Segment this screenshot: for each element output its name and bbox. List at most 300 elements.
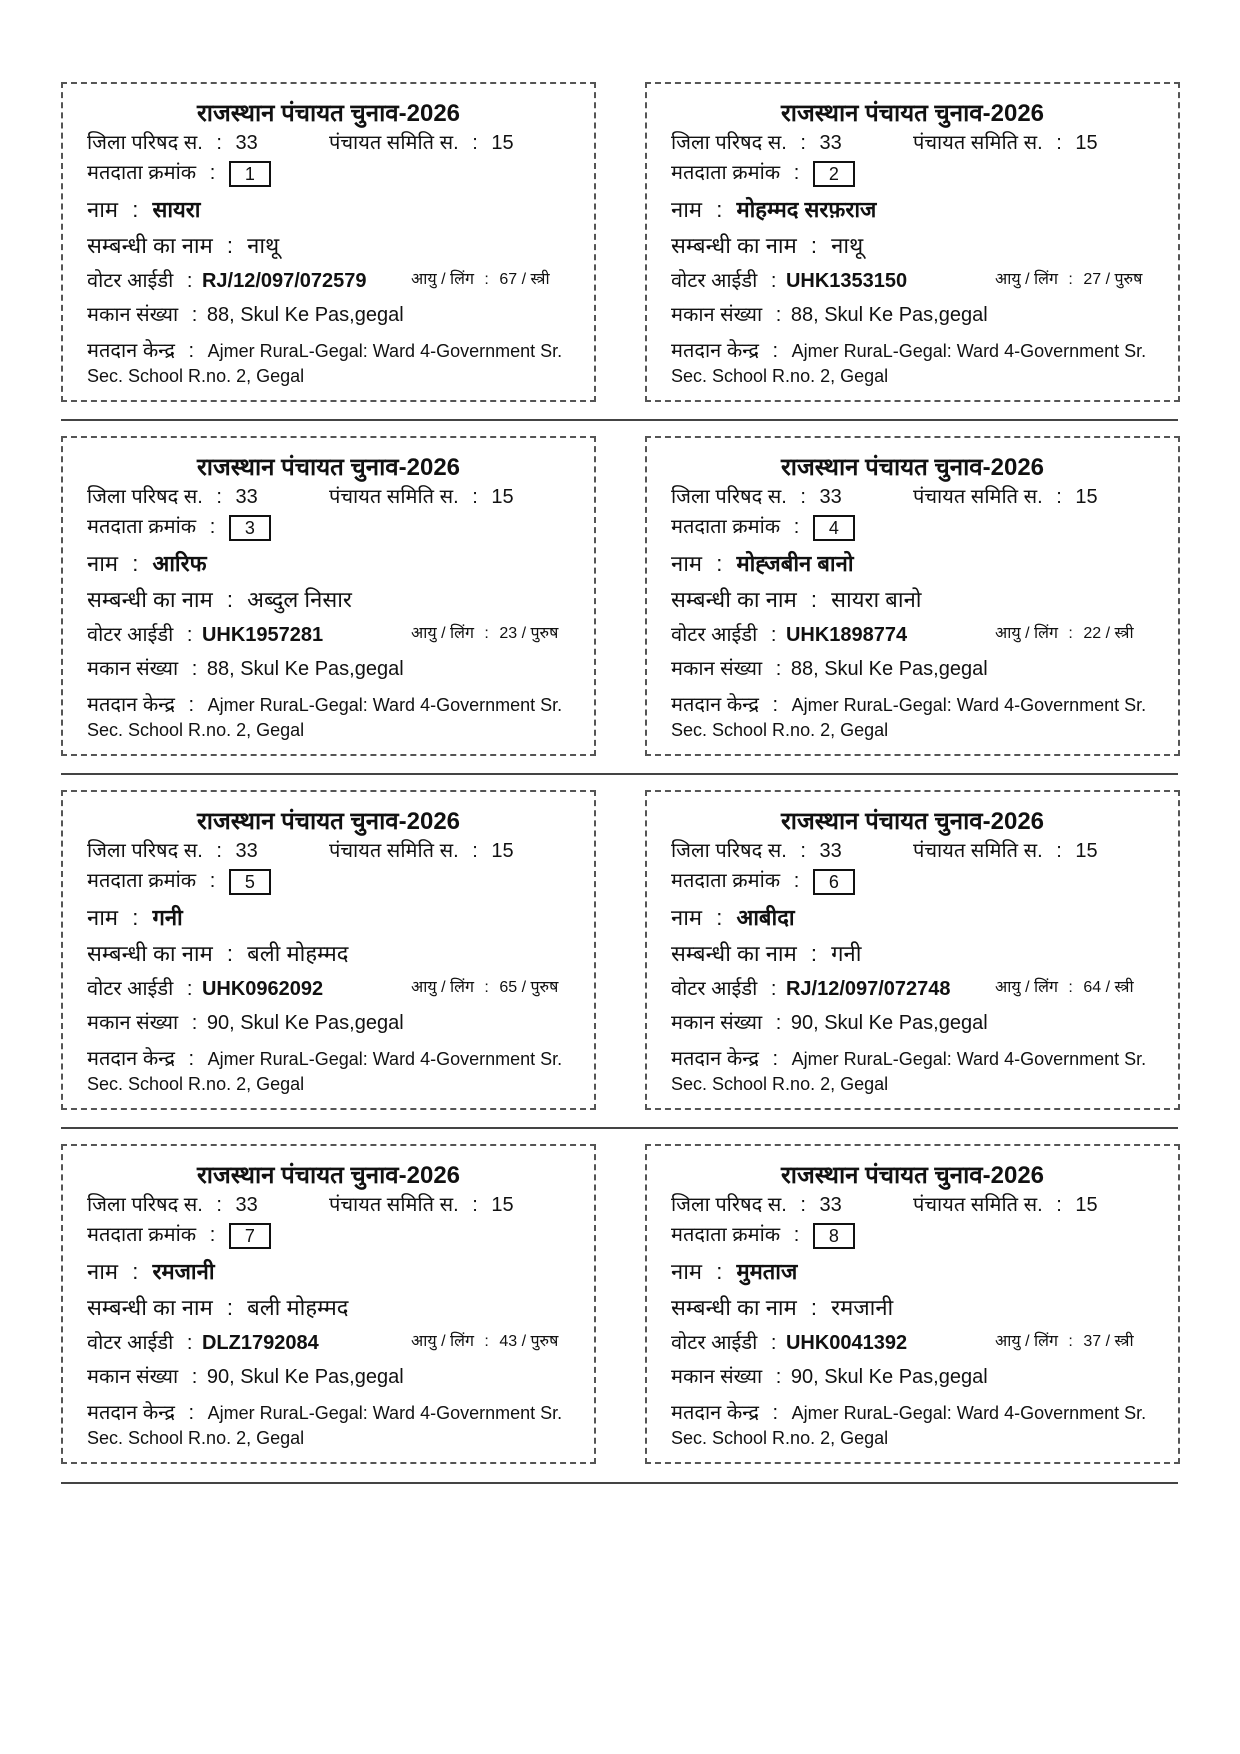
- colon: :: [191, 304, 198, 326]
- zila-value: 33: [235, 840, 258, 862]
- relative-row: [671, 584, 921, 614]
- zila-value: 33: [819, 132, 842, 154]
- center-line-2: Sec. School R.no. 2, Gegal: [671, 1074, 889, 1094]
- center-label: मतदान केन्द्र: [671, 340, 759, 362]
- colon: :: [775, 1012, 782, 1034]
- colon: :: [800, 840, 806, 862]
- card-title: राजस्थान पंचायत चुनाव-2026: [780, 454, 1045, 481]
- center-row: [671, 336, 1146, 363]
- zila-value: 33: [235, 1194, 258, 1216]
- house-row: [87, 1008, 404, 1035]
- center-line-2: Sec. School R.no. 2, Gegal: [87, 720, 305, 740]
- zila-label: जिला परिषद स.: [87, 486, 203, 508]
- voter-id-row: [87, 974, 323, 1001]
- zila-row: [671, 128, 842, 155]
- colon: :: [810, 587, 818, 612]
- relative-name: बली मोहम्मद: [247, 1295, 349, 1320]
- colon: :: [770, 624, 777, 646]
- age-gender-label: आयु / लिंग: [995, 271, 1058, 288]
- colon: :: [132, 905, 139, 930]
- house-row: [87, 654, 404, 681]
- zila-value: 33: [819, 1194, 842, 1216]
- voter-id-label: वोटर आईडी: [671, 1332, 758, 1354]
- colon: :: [793, 1224, 800, 1246]
- relative-row: [87, 584, 352, 614]
- colon: :: [216, 1194, 222, 1216]
- voter-name: सायरा: [152, 197, 201, 222]
- voter-slip-card: [61, 82, 596, 402]
- relative-row: [671, 938, 861, 968]
- colon: :: [1056, 132, 1062, 154]
- colon: :: [186, 270, 193, 292]
- card-title: राजस्थान पंचायत चुनाव-2026: [196, 808, 461, 835]
- house-label: मकान संख्या: [671, 658, 763, 680]
- center-line-1: Ajmer RuraL-Gegal: Ward 4-Government Sr.: [207, 1049, 563, 1069]
- voter-id-value: RJ/12/097/072748: [785, 978, 951, 1000]
- relative-label: सम्बन्धी का नाम: [87, 1295, 213, 1320]
- serial-row: [87, 158, 271, 187]
- center-line-1: Ajmer RuraL-Gegal: Ward 4-Government Sr.: [791, 1049, 1147, 1069]
- center-line-2: Sec. School R.no. 2, Gegal: [671, 1428, 889, 1448]
- colon: :: [216, 132, 222, 154]
- colon: :: [191, 1012, 198, 1034]
- house-row: [671, 1008, 988, 1035]
- card-title: राजस्थान पंचायत चुनाव-2026: [196, 1162, 461, 1189]
- colon: :: [775, 1366, 782, 1388]
- house-value: 88, Skul Ke Pas,gegal: [206, 304, 404, 326]
- colon: :: [216, 486, 222, 508]
- age-gender-row: [411, 621, 558, 643]
- samiti-row: [329, 1190, 514, 1217]
- voter-slip-card: [645, 790, 1180, 1110]
- colon: :: [772, 694, 779, 716]
- zila-row: [671, 482, 842, 509]
- serial-row: [671, 1220, 855, 1249]
- name-row: [87, 194, 200, 224]
- samiti-row: [329, 482, 514, 509]
- colon: :: [800, 486, 806, 508]
- serial-label: मतदाता क्रमांक: [671, 162, 781, 184]
- colon: :: [770, 270, 777, 292]
- name-label: नाम: [671, 905, 703, 930]
- center-label: मतदान केन्द्र: [671, 1048, 759, 1070]
- samiti-value: 15: [1075, 1194, 1098, 1216]
- house-value: 88, Skul Ke Pas,gegal: [790, 658, 988, 680]
- house-row: [671, 300, 988, 327]
- voter-id-row: [671, 266, 907, 293]
- colon: :: [209, 516, 216, 538]
- relative-label: सम्बन्धी का नाम: [671, 1295, 797, 1320]
- voter-id-row: [671, 974, 951, 1001]
- colon: :: [800, 132, 806, 154]
- voter-id-label: वोटर आईडी: [87, 978, 174, 1000]
- samiti-value: 15: [1075, 486, 1098, 508]
- serial-number-box: 2: [813, 161, 855, 187]
- samiti-value: 15: [491, 840, 514, 862]
- row-divider: [61, 1127, 1178, 1129]
- age-gender-label: आयु / लिंग: [411, 1333, 474, 1350]
- house-label: मकान संख्या: [671, 1012, 763, 1034]
- house-value: 90, Skul Ke Pas,gegal: [790, 1012, 988, 1034]
- zila-value: 33: [819, 486, 842, 508]
- voter-name: आरिफ: [152, 551, 207, 576]
- center-line-2: Sec. School R.no. 2, Gegal: [87, 1428, 305, 1448]
- age-gender-value: 23 / पुरुष: [499, 625, 559, 642]
- colon: :: [716, 905, 723, 930]
- voter-id-row: [87, 266, 367, 293]
- card-title: राजस्थान पंचायत चुनाव-2026: [196, 100, 461, 127]
- samiti-label: पंचायत समिति स.: [913, 132, 1043, 154]
- zila-label: जिला परिषद स.: [671, 1194, 787, 1216]
- serial-row: [87, 866, 271, 895]
- center-line-1: Ajmer RuraL-Gegal: Ward 4-Government Sr.: [207, 1403, 563, 1423]
- colon: :: [216, 840, 222, 862]
- colon: :: [209, 1224, 216, 1246]
- card-title: राजस्थान पंचायत चुनाव-2026: [196, 454, 461, 481]
- serial-label: मतदाता क्रमांक: [671, 1224, 781, 1246]
- colon: :: [800, 1194, 806, 1216]
- samiti-label: पंचायत समिति स.: [329, 132, 459, 154]
- name-row: [87, 902, 183, 932]
- voter-name: मुमताज: [736, 1259, 798, 1284]
- colon: :: [772, 1402, 779, 1424]
- voter-name: मोह्जबीन बानो: [736, 551, 854, 576]
- row-divider: [61, 773, 1178, 775]
- relative-label: सम्बन्धी का नाम: [671, 587, 797, 612]
- colon: :: [793, 870, 800, 892]
- relative-name: नाथू: [247, 233, 280, 258]
- voter-id-label: वोटर आईडी: [671, 270, 758, 292]
- voter-slip-card: [645, 436, 1180, 756]
- house-value: 88, Skul Ke Pas,gegal: [206, 658, 404, 680]
- serial-label: मतदाता क्रमांक: [671, 516, 781, 538]
- serial-number-box: 4: [813, 515, 855, 541]
- center-line-2: Sec. School R.no. 2, Gegal: [87, 366, 305, 386]
- age-gender-value: 67 / स्त्री: [499, 271, 550, 288]
- serial-label: मतदाता क्रमांक: [87, 870, 197, 892]
- voter-slip-card: [645, 82, 1180, 402]
- house-label: मकान संख्या: [671, 1366, 763, 1388]
- zila-label: जिला परिषद स.: [671, 486, 787, 508]
- samiti-row: [913, 1190, 1098, 1217]
- samiti-value: 15: [491, 486, 514, 508]
- house-label: मकान संख्या: [87, 658, 179, 680]
- serial-row: [671, 158, 855, 187]
- colon: :: [472, 1194, 478, 1216]
- voter-id-row: [87, 1328, 319, 1355]
- age-gender-value: 27 / पुरुष: [1083, 271, 1143, 288]
- age-gender-label: आयु / लिंग: [411, 271, 474, 288]
- voter-id-row: [671, 620, 907, 647]
- voter-id-label: वोटर आईडी: [87, 624, 174, 646]
- voter-name: आबीदा: [736, 905, 795, 930]
- voter-id-label: वोटर आईडी: [671, 978, 758, 1000]
- samiti-row: [329, 836, 514, 863]
- house-label: मकान संख्या: [87, 1366, 179, 1388]
- colon: :: [772, 1048, 779, 1070]
- samiti-row: [329, 128, 514, 155]
- zila-row: [87, 482, 258, 509]
- relative-name: नाथू: [831, 233, 864, 258]
- house-label: मकान संख्या: [671, 304, 763, 326]
- age-gender-row: [411, 1329, 558, 1351]
- samiti-row: [913, 482, 1098, 509]
- serial-number-box: 7: [229, 1223, 271, 1249]
- serial-row: [671, 512, 855, 541]
- center-label: मतदान केन्द्र: [87, 1402, 175, 1424]
- colon: :: [472, 132, 478, 154]
- voter-slip-card: [61, 1144, 596, 1464]
- name-label: नाम: [671, 197, 703, 222]
- center-label: मतदान केन्द्र: [87, 340, 175, 362]
- name-row: [87, 1256, 215, 1286]
- voter-slip-card: [645, 1144, 1180, 1464]
- colon: :: [775, 658, 782, 680]
- center-line-2: Sec. School R.no. 2, Gegal: [671, 366, 889, 386]
- house-value: 88, Skul Ke Pas,gegal: [790, 304, 988, 326]
- house-value: 90, Skul Ke Pas,gegal: [206, 1012, 404, 1034]
- center-row: [87, 1044, 562, 1071]
- center-row: [671, 690, 1146, 717]
- center-row: [87, 1398, 562, 1425]
- age-gender-row: [995, 621, 1134, 643]
- samiti-label: पंचायत समिति स.: [329, 840, 459, 862]
- serial-number-box: 1: [229, 161, 271, 187]
- relative-row: [671, 230, 863, 260]
- house-row: [671, 654, 988, 681]
- colon: :: [793, 162, 800, 184]
- samiti-label: पंचायत समिति स.: [329, 1194, 459, 1216]
- relative-label: सम्बन्धी का नाम: [87, 233, 213, 258]
- center-label: मतदान केन्द्र: [87, 1048, 175, 1070]
- colon: :: [484, 1333, 489, 1350]
- colon: :: [772, 340, 779, 362]
- name-row: [87, 548, 207, 578]
- center-line-2: Sec. School R.no. 2, Gegal: [87, 1074, 305, 1094]
- relative-label: सम्बन्धी का नाम: [671, 941, 797, 966]
- relative-name: रमजानी: [831, 1295, 894, 1320]
- relative-name: गनी: [831, 941, 862, 966]
- colon: :: [1068, 271, 1073, 288]
- colon: :: [1068, 1333, 1073, 1350]
- serial-row: [87, 1220, 271, 1249]
- zila-label: जिला परिषद स.: [671, 132, 787, 154]
- serial-row: [87, 512, 271, 541]
- name-row: [671, 548, 854, 578]
- colon: :: [793, 516, 800, 538]
- serial-number-box: 6: [813, 869, 855, 895]
- center-label: मतदान केन्द्र: [671, 694, 759, 716]
- row-divider: [61, 419, 1178, 421]
- colon: :: [770, 978, 777, 1000]
- colon: :: [1056, 840, 1062, 862]
- center-line-1: Ajmer RuraL-Gegal: Ward 4-Government Sr.: [791, 695, 1147, 715]
- voter-id-value: RJ/12/097/072579: [201, 270, 367, 292]
- voter-id-value: UHK1353150: [785, 270, 908, 292]
- zila-label: जिला परिषद स.: [87, 132, 203, 154]
- colon: :: [775, 304, 782, 326]
- voter-id-label: वोटर आईडी: [671, 624, 758, 646]
- colon: :: [226, 1295, 234, 1320]
- relative-label: सम्बन्धी का नाम: [87, 941, 213, 966]
- voter-id-value: UHK1898774: [785, 624, 908, 646]
- age-gender-row: [411, 975, 558, 997]
- colon: :: [226, 941, 234, 966]
- colon: :: [186, 624, 193, 646]
- colon: :: [226, 587, 234, 612]
- serial-label: मतदाता क्रमांक: [87, 516, 197, 538]
- relative-name: अब्दुल निसार: [247, 587, 352, 612]
- serial-number-box: 5: [229, 869, 271, 895]
- center-line-1: Ajmer RuraL-Gegal: Ward 4-Government Sr.: [791, 1403, 1147, 1423]
- name-label: नाम: [87, 551, 119, 576]
- zila-row: [87, 128, 258, 155]
- voter-id-label: वोटर आईडी: [87, 270, 174, 292]
- serial-label: मतदाता क्रमांक: [671, 870, 781, 892]
- age-gender-label: आयु / लिंग: [411, 979, 474, 996]
- center-row: [671, 1044, 1146, 1071]
- relative-row: [87, 1292, 348, 1322]
- colon: :: [188, 1048, 195, 1070]
- age-gender-label: आयु / लिंग: [995, 979, 1058, 996]
- house-label: मकान संख्या: [87, 1012, 179, 1034]
- samiti-label: पंचायत समिति स.: [913, 486, 1043, 508]
- center-line-1: Ajmer RuraL-Gegal: Ward 4-Government Sr.: [207, 341, 563, 361]
- center-label: मतदान केन्द्र: [87, 694, 175, 716]
- serial-row: [671, 866, 855, 895]
- colon: :: [716, 551, 723, 576]
- colon: :: [1068, 979, 1073, 996]
- age-gender-value: 43 / पुरुष: [499, 1333, 559, 1350]
- age-gender-label: आयु / लिंग: [995, 1333, 1058, 1350]
- voter-id-row: [671, 1328, 907, 1355]
- serial-label: मतदाता क्रमांक: [87, 1224, 197, 1246]
- house-value: 90, Skul Ke Pas,gegal: [790, 1366, 988, 1388]
- name-label: नाम: [671, 1259, 703, 1284]
- samiti-row: [913, 128, 1098, 155]
- center-line-1: Ajmer RuraL-Gegal: Ward 4-Government Sr.: [207, 695, 563, 715]
- voter-slip-card: [61, 436, 596, 756]
- house-row: [671, 1362, 988, 1389]
- colon: :: [188, 1402, 195, 1424]
- serial-label: मतदाता क्रमांक: [87, 162, 197, 184]
- voter-id-value: UHK0041392: [785, 1332, 908, 1354]
- name-row: [671, 1256, 797, 1286]
- voter-name: गनी: [152, 905, 183, 930]
- zila-row: [671, 836, 842, 863]
- colon: :: [1056, 1194, 1062, 1216]
- name-row: [671, 902, 795, 932]
- colon: :: [810, 941, 818, 966]
- colon: :: [1068, 625, 1073, 642]
- relative-label: सम्बन्धी का नाम: [671, 233, 797, 258]
- card-title: राजस्थान पंचायत चुनाव-2026: [780, 1162, 1045, 1189]
- name-label: नाम: [87, 197, 119, 222]
- zila-row: [87, 1190, 258, 1217]
- colon: :: [484, 625, 489, 642]
- colon: :: [716, 197, 723, 222]
- zila-label: जिला परिषद स.: [87, 1194, 203, 1216]
- house-value: 90, Skul Ke Pas,gegal: [206, 1366, 404, 1388]
- colon: :: [186, 978, 193, 1000]
- age-gender-label: आयु / लिंग: [411, 625, 474, 642]
- zila-value: 33: [235, 132, 258, 154]
- colon: :: [132, 551, 139, 576]
- relative-row: [671, 1292, 893, 1322]
- colon: :: [191, 1366, 198, 1388]
- colon: :: [188, 694, 195, 716]
- colon: :: [132, 197, 139, 222]
- colon: :: [484, 271, 489, 288]
- zila-label: जिला परिषद स.: [671, 840, 787, 862]
- samiti-row: [913, 836, 1098, 863]
- colon: :: [770, 1332, 777, 1354]
- zila-label: जिला परिषद स.: [87, 840, 203, 862]
- colon: :: [810, 233, 818, 258]
- center-row: [87, 336, 562, 363]
- voter-slip-card: [61, 790, 596, 1110]
- house-row: [87, 1362, 404, 1389]
- age-gender-row: [411, 267, 550, 289]
- row-divider: [61, 1482, 1178, 1484]
- serial-number-box: 3: [229, 515, 271, 541]
- colon: :: [186, 1332, 193, 1354]
- samiti-label: पंचायत समिति स.: [913, 840, 1043, 862]
- colon: :: [716, 1259, 723, 1284]
- colon: :: [226, 233, 234, 258]
- age-gender-row: [995, 1329, 1134, 1351]
- colon: :: [472, 840, 478, 862]
- voter-name: रमजानी: [152, 1259, 215, 1284]
- samiti-value: 15: [1075, 132, 1098, 154]
- voter-id-value: UHK0962092: [201, 978, 324, 1000]
- samiti-value: 15: [1075, 840, 1098, 862]
- center-label: मतदान केन्द्र: [671, 1402, 759, 1424]
- age-gender-row: [995, 975, 1134, 997]
- relative-row: [87, 230, 279, 260]
- colon: :: [484, 979, 489, 996]
- voter-id-label: वोटर आईडी: [87, 1332, 174, 1354]
- colon: :: [1056, 486, 1062, 508]
- center-row: [671, 1398, 1146, 1425]
- name-row: [671, 194, 876, 224]
- samiti-label: पंचायत समिति स.: [329, 486, 459, 508]
- age-gender-row: [995, 267, 1142, 289]
- age-gender-value: 22 / स्त्री: [1083, 625, 1134, 642]
- relative-name: सायरा बानो: [831, 587, 922, 612]
- colon: :: [191, 658, 198, 680]
- samiti-label: पंचायत समिति स.: [913, 1194, 1043, 1216]
- name-label: नाम: [87, 1259, 119, 1284]
- name-label: नाम: [671, 551, 703, 576]
- zila-value: 33: [235, 486, 258, 508]
- age-gender-value: 37 / स्त्री: [1083, 1333, 1134, 1350]
- center-line-1: Ajmer RuraL-Gegal: Ward 4-Government Sr.: [791, 341, 1147, 361]
- zila-value: 33: [819, 840, 842, 862]
- colon: :: [810, 1295, 818, 1320]
- age-gender-value: 64 / स्त्री: [1083, 979, 1134, 996]
- samiti-value: 15: [491, 1194, 514, 1216]
- card-title: राजस्थान पंचायत चुनाव-2026: [780, 808, 1045, 835]
- colon: :: [209, 162, 216, 184]
- serial-number-box: 8: [813, 1223, 855, 1249]
- samiti-value: 15: [491, 132, 514, 154]
- voter-id-value: UHK1957281: [201, 624, 324, 646]
- colon: :: [132, 1259, 139, 1284]
- colon: :: [188, 340, 195, 362]
- zila-row: [87, 836, 258, 863]
- colon: :: [209, 870, 216, 892]
